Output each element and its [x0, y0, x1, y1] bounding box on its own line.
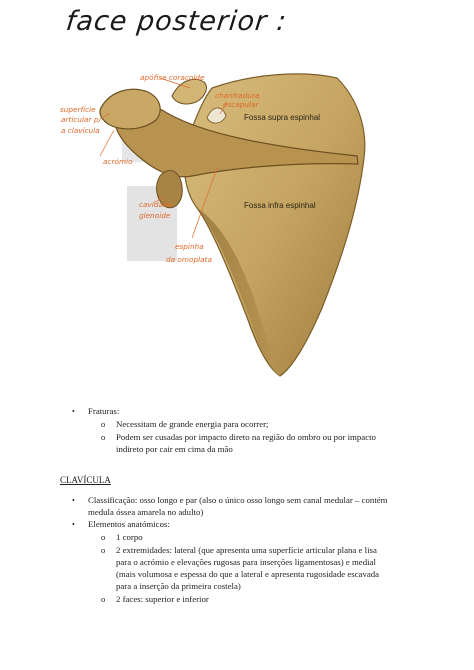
classificacao-line-2: medula óssea amarela no adulto) — [88, 507, 204, 517]
bullet-open: o — [101, 532, 106, 542]
bullet-open: o — [101, 545, 106, 555]
annotation-chanfradura-2: escapular — [223, 100, 259, 109]
page-title: face posterior : — [64, 6, 289, 37]
elemento-extremidades-1: 2 extremidades: lateral (que apresenta uma superfície articular plana e lisa — [116, 545, 377, 555]
elementos-title: Elementos anatómicos: — [88, 519, 170, 529]
elemento-faces: 2 faces: superior e inferior — [116, 594, 209, 604]
elemento-extremidades-3: (mais volumosa e espessa do que a lateral e apresenta rugosidade escavada — [116, 569, 380, 579]
annotation-espinha-2: da omoplata — [166, 255, 212, 264]
elemento-extremidades-2: para o acrómio e elevações rugosas para inserções ligamentosas) e medial — [116, 557, 376, 567]
annotation-cavidade-1: cavidade — [139, 200, 173, 209]
bullet-open: o — [101, 432, 106, 442]
coracoid-process — [172, 79, 206, 104]
scapula-figure — [52, 58, 392, 388]
bullet-filled: • — [72, 496, 75, 505]
bullet-open: o — [101, 419, 106, 429]
annotation-superficie-3: a clavícula — [61, 126, 100, 135]
elemento-extremidades-4: para a inserção da primeira costela) — [116, 581, 241, 591]
annotation-superficie-1: superfície — [60, 105, 96, 114]
bullet-filled: • — [72, 520, 75, 529]
annotation-superficie-2: articular p/ — [61, 115, 101, 124]
fraturas-item-2-cont: indireto por cair em cima da mão — [116, 444, 233, 454]
classificacao-line-1: Classificação: osso longo e par (also o único osso longo sem canal medular – contém — [88, 495, 388, 505]
annotation-cavidade-2: glenoide — [139, 211, 171, 220]
annotation-acromio: acrómio — [103, 157, 133, 166]
label-fossa-infra-espinhal: Fossa infra espinhal — [244, 201, 316, 210]
elemento-corpo: 1 corpo — [116, 532, 143, 542]
bullet-filled: • — [72, 407, 75, 416]
annotation-espinha-1: espinha — [175, 242, 204, 251]
acromion — [100, 89, 160, 129]
label-fossa-supra-espinhal: Fossa supra espinhal — [244, 113, 321, 122]
section-heading-clavicula: CLAVÍCULA — [60, 475, 111, 485]
bullet-open: o — [101, 594, 106, 604]
scapula-illustration — [52, 58, 392, 388]
fraturas-item-2: Podem ser cusadas por impacto direto na região do ombro ou por impacto — [116, 432, 376, 442]
annotation-apofise-coracoide: apófise coracoide — [140, 73, 205, 82]
fraturas-title: Fraturas: — [88, 406, 120, 416]
fraturas-item-1: Necessitam de grande energia para ocorrer; — [116, 419, 269, 429]
annotation-chanfradura-1: chanfradura — [215, 91, 260, 100]
